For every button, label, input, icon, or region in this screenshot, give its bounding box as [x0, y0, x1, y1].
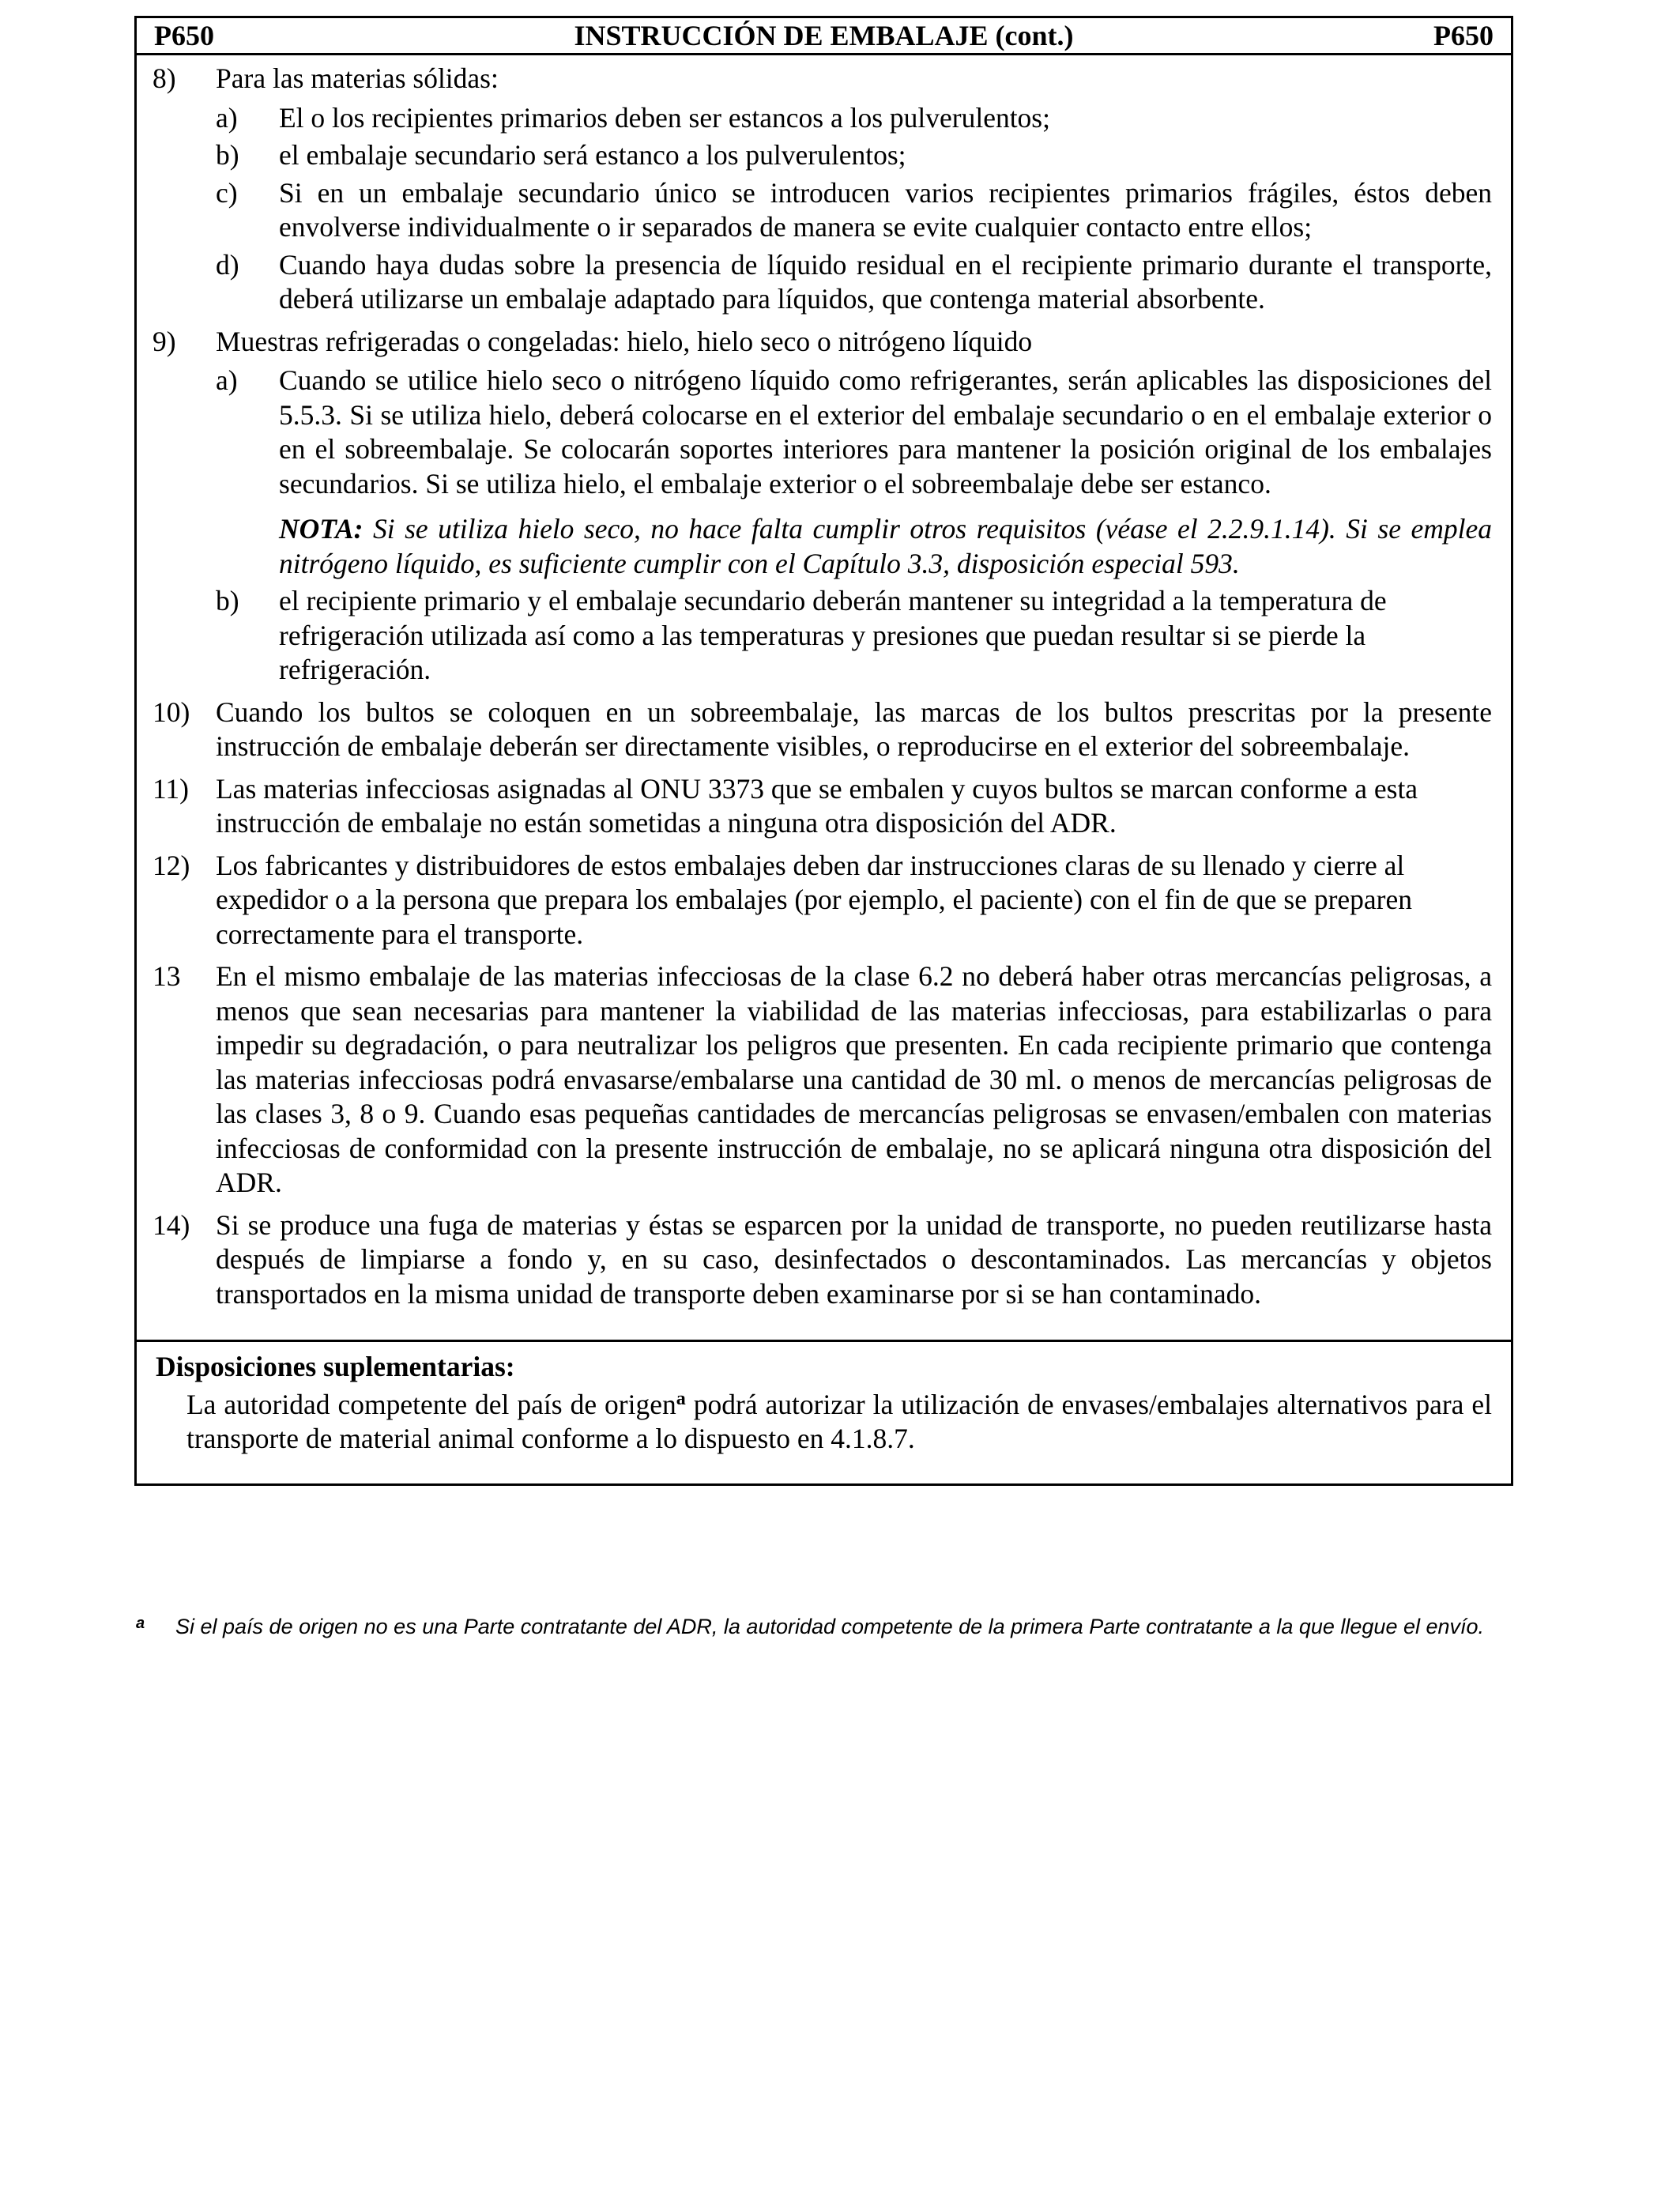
- footnote: [134, 1612, 1513, 1642]
- item-text: Las materias infecciosas asignadas al ONU 3373 que se embalen y cuyos bultos se marcan conforme a esta instrucción de embalaje no están sometidas a ninguna otra disposición del ADR.: [216, 772, 1418, 839]
- page-title: INSTRUCCIÓN DE EMBALAJE (cont.): [574, 20, 1074, 51]
- item-body: [216, 62, 1492, 317]
- note-label: NOTA:: [279, 513, 363, 545]
- item-text: Para las materias sólidas:: [216, 62, 499, 94]
- item-text: Los fabricantes y distribuidores de estos embalajes deben dar instrucciones claras de su llenado y cierre al expedidor o a la persona que prepara los embalajes (por ejemplo, el paciente) con el fin de que se preparen correctamente para el transporte.: [216, 849, 1413, 950]
- sub-list: [216, 101, 1492, 317]
- sub-item-text: el embalaje secundario será estanco a los pulverulentos;: [279, 139, 906, 171]
- item-body: [216, 325, 1492, 688]
- instruction-code-right: P650: [1433, 20, 1494, 51]
- footnote-text: Si el país de origen no es una Parte contratante del ADR, la autoridad competente de la primera Parte contratante a la que llegue el envío.: [175, 1615, 1485, 1638]
- note-text: Si se utiliza hielo seco, no hace falta cumplir otros requisitos (véase el 2.2.9.1.14). Si se emplea nitrógeno líquido, es suficiente cumplir con el Capítulo 3.3, disposición especial 593.: [279, 513, 1492, 579]
- supplementary-provisions: [137, 1342, 1511, 1483]
- sub-item-text: El o los recipientes primarios deben ser estancos a los pulverulentos;: [279, 101, 1050, 134]
- item-number: 11): [153, 772, 190, 805]
- supplementary-text: [186, 1388, 1492, 1457]
- sub-item: [216, 364, 1492, 581]
- item-number: 8): [153, 62, 176, 94]
- sub-item: [216, 176, 1492, 245]
- list-item: [153, 772, 1492, 841]
- sub-item-letter: c): [216, 176, 238, 209]
- supplementary-text-end: podrá autorizar la utilización de envases/embalajes alternativos para el transporte de material animal conforme a lo dispuesto en 4.1.8.7.: [186, 1388, 1492, 1454]
- item-text: Si se produce una fuga de materias y éstas se esparcen por la unidad de transporte, no pueden reutilizarse hasta después de limpiarse a fondo y, en su caso, desinfectados o descontaminados. Las mercancías y objetos transportados en la misma unidad de transporte deben examinarse por si se han contaminado.: [216, 1208, 1492, 1310]
- list-item: [153, 325, 1492, 688]
- item-body: [216, 1208, 1492, 1312]
- sub-item: [216, 101, 1492, 136]
- list-item: [153, 1208, 1492, 1312]
- footnote-reference: a: [676, 1388, 686, 1409]
- list-item: [153, 62, 1492, 317]
- sub-item: [216, 248, 1492, 317]
- item-body: [216, 849, 1492, 952]
- sub-item-text: el recipiente primario y el embalaje secundario deberán mantener su integridad a la temperatura de refrigeración utilizada así como a las temperaturas y presiones que puedan resultar si se pierde la refrigeración.: [279, 585, 1387, 685]
- sub-item-body: [279, 364, 1492, 581]
- table-header: [137, 18, 1511, 55]
- supplementary-text-start: La autoridad competente del país de origen: [186, 1388, 676, 1420]
- sub-item: [216, 138, 1492, 173]
- item-number: 9): [153, 325, 176, 357]
- list-item: [153, 959, 1492, 1201]
- item-body: [216, 696, 1492, 764]
- sub-item-letter: b): [216, 139, 239, 171]
- footnote-marker: a: [136, 1615, 145, 1632]
- sub-item-text: Si en un embalaje secundario único se introducen varios recipientes primarios frágiles, éstos deben envolverse individualmente o ir separados de manera se evite cualquier contacto entre ellos;: [279, 176, 1492, 243]
- item-text: Muestras refrigeradas o congeladas: hielo, hielo seco o nitrógeno líquido: [216, 325, 1033, 357]
- list-item: [153, 849, 1492, 952]
- sub-item-letter: a): [216, 364, 238, 396]
- sub-item-letter: b): [216, 585, 239, 616]
- sub-item-text: Cuando haya dudas sobre la presencia de líquido residual en el recipiente primario durante el transporte, deberá utilizarse un embalaje adaptado para líquidos, que contenga material absorbente.: [279, 248, 1492, 315]
- item-body: [216, 959, 1492, 1201]
- item-body: [216, 772, 1492, 841]
- item-number: 13: [153, 960, 181, 992]
- item-text: Cuando los bultos se coloquen en un sobreembalaje, las marcas de los bultos prescritas por la presente instrucción de embalaje deberán ser directamente visibles, o reproducirse en el exterior del sobreembalaje.: [216, 696, 1492, 762]
- sub-item-letter: d): [216, 248, 239, 281]
- item-number: 10): [153, 696, 190, 728]
- sub-list: [216, 364, 1492, 688]
- supplementary-heading: Disposiciones suplementarias:: [156, 1351, 515, 1382]
- note: [279, 512, 1492, 581]
- item-text: En el mismo embalaje de las materias infecciosas de la clase 6.2 no deberá haber otras mercancías peligrosas, a menos que sean necesarias para mantener la viabilidad de las materias infecciosas, para estabilizarlas o para impedir su degradación, o para neutralizar los peligros que presenten. En cada recipiente primario que contenga las materias infecciosas podrá envasarse/embalarse una cantidad de 30 ml. o menos de mercancías peligrosas de las clases 3, 8 o 9. Cuando esas pequeñas cantidades de mercancías peligrosas se envasen/embalen con materias infecciosas de conformidad con la presente instrucción de embalaje, no se aplicará ninguna otra disposición del ADR.: [216, 960, 1492, 1198]
- item-number: 12): [153, 849, 190, 881]
- sub-item: [216, 584, 1492, 688]
- instruction-code-left: P650: [154, 20, 214, 51]
- instruction-content: [137, 55, 1511, 1340]
- packing-instruction-table: [134, 16, 1513, 1486]
- item-number: 14): [153, 1208, 190, 1241]
- sub-item-letter: a): [216, 101, 238, 134]
- list-item: [153, 696, 1492, 764]
- sub-item-text: Cuando se utilice hielo seco o nitrógeno líquido como refrigerantes, serán aplicables las disposiciones del 5.5.3. Si se utiliza hielo, deberá colocarse en el exterior del embalaje secundario o en el embalaje exterior o en el sobreembalaje. Se colocarán soportes interiores para mantener la posición original de los embalajes secundarios. Si se utiliza hielo, el embalaje exterior o el sobreembalaje debe ser estanco.: [279, 364, 1492, 499]
